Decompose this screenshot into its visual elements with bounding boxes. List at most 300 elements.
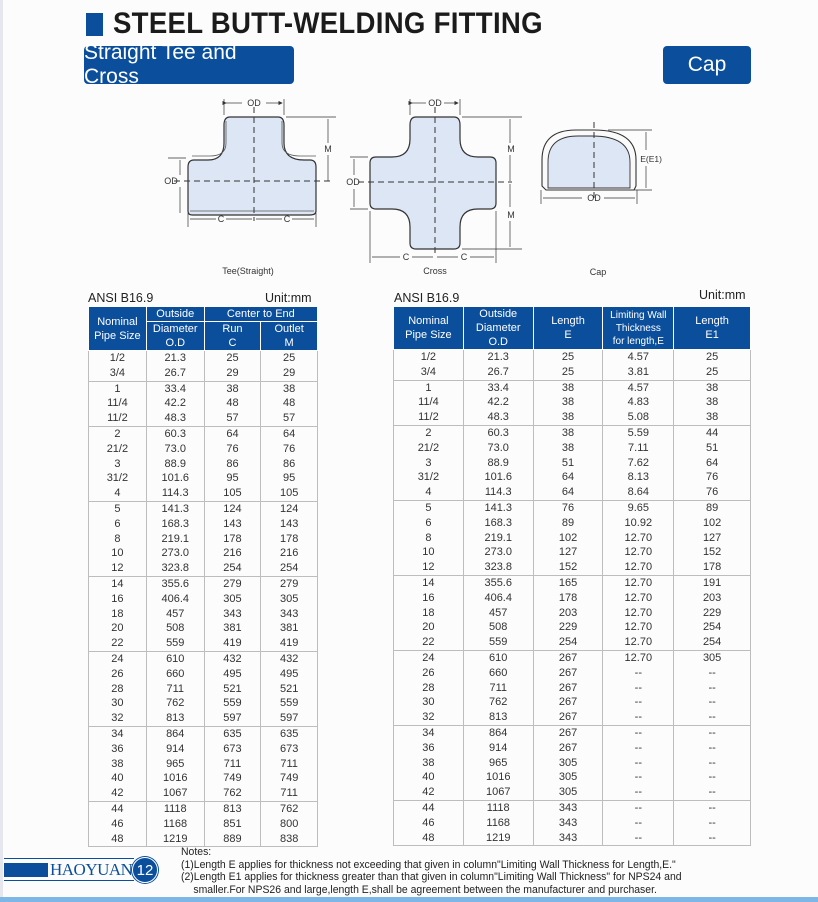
cell-length-e: 305: [533, 756, 603, 771]
cell-length-e1: 38: [674, 380, 751, 395]
header-outside-diameter: Diameter O.D: [146, 322, 204, 351]
logo-rule-bottom: [4, 880, 134, 881]
cell-outlet-m: 559: [261, 696, 318, 711]
cell-outlet-m: 635: [261, 726, 318, 741]
cell-nps: 22: [394, 635, 464, 650]
table-row: [394, 770, 751, 785]
cell-limiting-wall: --: [603, 816, 674, 831]
cell-od: 1219: [146, 832, 204, 847]
cell-od: 813: [463, 710, 533, 725]
table-row: [89, 426, 318, 441]
cell-length-e1: --: [674, 756, 751, 771]
tee-m-label: M: [324, 144, 332, 154]
cell-outlet-m: 495: [261, 667, 318, 682]
cell-od: 1016: [146, 771, 204, 786]
cell-outlet-m: 711: [261, 786, 318, 801]
cell-limiting-wall: 12.70: [603, 591, 674, 606]
cell-length-e1: 191: [674, 575, 751, 590]
table-row: [89, 786, 318, 801]
cell-limiting-wall: 8.13: [603, 470, 674, 485]
cell-run-c: 254: [204, 561, 261, 576]
table-row: [89, 742, 318, 757]
cell-od: 26.7: [146, 366, 204, 381]
cell-outlet-m: 838: [261, 832, 318, 847]
cell-length-e: 267: [533, 725, 603, 740]
cell-od: 406.4: [463, 591, 533, 606]
cell-length-e1: --: [674, 816, 751, 831]
cell-length-e: 267: [533, 681, 603, 696]
cell-limiting-wall: 7.11: [603, 441, 674, 456]
cell-length-e1: --: [674, 785, 751, 800]
cell-od: 48.3: [146, 411, 204, 426]
cell-run-c: 762: [204, 786, 261, 801]
cell-length-e1: 25: [674, 365, 751, 380]
cell-od: 711: [146, 682, 204, 697]
cell-nps: 18: [89, 607, 147, 622]
table-row: [89, 711, 318, 726]
cell-nps: 48: [394, 831, 464, 846]
table-row: [89, 771, 318, 786]
cell-outlet-m: 279: [261, 576, 318, 591]
table-row: [394, 831, 751, 846]
cell-nps: 11/4: [89, 396, 147, 411]
cell-od: 660: [146, 667, 204, 682]
cell-length-e1: 178: [674, 560, 751, 575]
cell-nps: 12: [89, 561, 147, 576]
cell-nps: 1/2: [394, 350, 464, 365]
cell-length-e: 203: [533, 606, 603, 621]
cell-od: 610: [463, 650, 533, 665]
cell-od: 914: [146, 742, 204, 757]
cell-od: 88.9: [463, 456, 533, 471]
cell-nps: 1: [89, 381, 147, 396]
cell-od: 48.3: [463, 410, 533, 425]
note-1: (1)Length E applies for thickness not exceeding that given in column"Limiting Wall Thickness for Length,E.": [181, 858, 676, 871]
cap-table-unit: Unit:mm: [699, 288, 746, 302]
cell-limiting-wall: 12.70: [603, 560, 674, 575]
cell-limiting-wall: 12.70: [603, 635, 674, 650]
page-header: [86, 8, 580, 40]
table-row: [89, 442, 318, 457]
notes: [181, 846, 751, 896]
cell-nps: 26: [394, 666, 464, 681]
cell-od: 711: [463, 681, 533, 696]
cell-run-c: 889: [204, 832, 261, 847]
cell-outlet-m: 254: [261, 561, 318, 576]
cap-table-standard: ANSI B16.9: [394, 291, 460, 305]
cell-od: 33.4: [146, 381, 204, 396]
cell-length-e: 64: [533, 470, 603, 485]
cap-caption: Cap: [589, 267, 607, 277]
cell-nps: 22: [89, 636, 147, 651]
cell-od: 1168: [146, 817, 204, 832]
cross-diagram: [340, 95, 530, 280]
table-row: [89, 457, 318, 472]
table-row: [394, 516, 751, 531]
cell-outlet-m: 48: [261, 396, 318, 411]
note-2: (2)Length E1 applies for thickness greater than that given in column"Limiting Wall Thickness" for NPS24 and: [181, 871, 682, 883]
cell-run-c: 216: [204, 546, 261, 561]
cell-length-e1: 203: [674, 591, 751, 606]
cell-outlet-m: 105: [261, 486, 318, 501]
cell-length-e1: 152: [674, 545, 751, 560]
cell-length-e: 343: [533, 831, 603, 846]
cell-limiting-wall: 8.64: [603, 485, 674, 500]
cell-od: 219.1: [146, 532, 204, 547]
cell-outlet-m: 343: [261, 607, 318, 622]
cap-dimension-table: [393, 306, 751, 846]
page-title: STEEL BUTT-WELDING FITTING: [113, 7, 543, 40]
cell-run-c: 851: [204, 817, 261, 832]
table-row: [394, 485, 751, 500]
cell-outlet-m: 95: [261, 471, 318, 486]
header-outside-diameter: Outside Diameter O.D: [463, 307, 533, 350]
cell-od: 114.3: [146, 486, 204, 501]
cell-nps: 6: [89, 517, 147, 532]
cell-length-e: 267: [533, 710, 603, 725]
cell-limiting-wall: --: [603, 710, 674, 725]
cell-od: 323.8: [146, 561, 204, 576]
cell-nps: 10: [89, 546, 147, 561]
cell-length-e1: --: [674, 666, 751, 681]
cell-limiting-wall: --: [603, 770, 674, 785]
cell-length-e: 267: [533, 741, 603, 756]
cell-limiting-wall: --: [603, 831, 674, 846]
cell-od: 1118: [146, 801, 204, 816]
cell-od: 26.7: [463, 365, 533, 380]
cell-od: 168.3: [146, 517, 204, 532]
cell-limiting-wall: 4.83: [603, 395, 674, 410]
cell-od: 813: [146, 711, 204, 726]
table-row: [394, 695, 751, 710]
cell-length-e1: 76: [674, 485, 751, 500]
cell-limiting-wall: 10.92: [603, 516, 674, 531]
cell-length-e1: 229: [674, 606, 751, 621]
cross-caption: Cross: [423, 266, 447, 276]
cell-nps: 21/2: [89, 442, 147, 457]
cell-run-c: 143: [204, 517, 261, 532]
cell-length-e: 165: [533, 575, 603, 590]
cell-limiting-wall: 12.70: [603, 650, 674, 665]
cell-nps: 40: [394, 770, 464, 785]
cell-nps: 44: [89, 801, 147, 816]
cross-c-right-label: C: [460, 252, 468, 262]
cell-length-e: 38: [533, 380, 603, 395]
table-row: [394, 710, 751, 725]
cell-od: 1168: [463, 816, 533, 831]
cell-run-c: 381: [204, 621, 261, 636]
cell-run-c: 432: [204, 651, 261, 666]
cell-length-e1: 89: [674, 500, 751, 515]
cell-run-c: 29: [204, 366, 261, 381]
cell-outlet-m: 673: [261, 742, 318, 757]
cell-run-c: 521: [204, 682, 261, 697]
cell-od: 1118: [463, 800, 533, 815]
tee-od-side-label: OD: [164, 176, 178, 186]
cell-limiting-wall: 12.70: [603, 606, 674, 621]
cell-length-e: 267: [533, 695, 603, 710]
cell-length-e: 305: [533, 785, 603, 800]
cell-od: 323.8: [463, 560, 533, 575]
cell-od: 114.3: [463, 485, 533, 500]
cell-length-e: 267: [533, 666, 603, 681]
header-run-c: Run C: [204, 322, 261, 351]
table-row: [394, 456, 751, 471]
cell-length-e: 267: [533, 650, 603, 665]
header-limiting-wall-thickness: Limiting Wall Thickness for length,E: [603, 307, 674, 350]
cross-od-top-label: OD: [428, 98, 442, 108]
cell-limiting-wall: --: [603, 725, 674, 740]
cell-length-e1: 254: [674, 635, 751, 650]
table-row: [394, 500, 751, 515]
cross-m-top-label: M: [507, 144, 515, 154]
cell-length-e: 51: [533, 456, 603, 471]
cell-od: 559: [146, 636, 204, 651]
cell-length-e: 25: [533, 350, 603, 365]
cross-c-left-label: C: [402, 252, 410, 262]
tee-od-top-label: OD: [247, 98, 261, 108]
cell-outlet-m: 29: [261, 366, 318, 381]
cell-length-e: 38: [533, 425, 603, 440]
table-row: [89, 682, 318, 697]
cell-nps: 11/2: [394, 410, 464, 425]
cell-od: 1067: [146, 786, 204, 801]
cell-limiting-wall: 4.57: [603, 380, 674, 395]
cell-nps: 24: [394, 650, 464, 665]
cell-outlet-m: 749: [261, 771, 318, 786]
title-square-icon: [86, 13, 103, 36]
cell-run-c: 38: [204, 381, 261, 396]
cell-od: 914: [463, 741, 533, 756]
cell-limiting-wall: 4.57: [603, 350, 674, 365]
cell-limiting-wall: 3.81: [603, 365, 674, 380]
cell-nps: 1/2: [89, 351, 147, 366]
cell-length-e1: 305: [674, 650, 751, 665]
cell-length-e1: 38: [674, 395, 751, 410]
cell-od: 762: [146, 696, 204, 711]
cell-outlet-m: 124: [261, 501, 318, 516]
cell-length-e1: --: [674, 725, 751, 740]
cell-run-c: 343: [204, 607, 261, 622]
cell-run-c: 711: [204, 757, 261, 772]
header-center-to-end: Center to End: [204, 307, 317, 322]
cell-outlet-m: 64: [261, 426, 318, 441]
cell-nps: 3/4: [394, 365, 464, 380]
cell-length-e: 38: [533, 441, 603, 456]
table-row: [89, 517, 318, 532]
table-row: [89, 396, 318, 411]
cell-run-c: 597: [204, 711, 261, 726]
cell-nps: 40: [89, 771, 147, 786]
cell-od: 965: [463, 756, 533, 771]
table-row: [394, 681, 751, 696]
cross-m-bottom-label: M: [507, 210, 515, 220]
table-row: [89, 486, 318, 501]
table-row: [89, 592, 318, 607]
cell-od: 42.2: [463, 395, 533, 410]
cell-nps: 8: [394, 531, 464, 546]
table-row: [394, 591, 751, 606]
table-row: [394, 666, 751, 681]
cell-length-e1: --: [674, 710, 751, 725]
header-outlet-m: Outlet M: [261, 322, 318, 351]
cell-run-c: 813: [204, 801, 261, 816]
table-row: [89, 411, 318, 426]
table-row: [89, 532, 318, 547]
note-2-continued: smaller.For NPS26 and large,length E,shall be agreement between the manufacturer and purchaser.: [193, 883, 657, 896]
table-row: [394, 395, 751, 410]
cell-outlet-m: 76: [261, 442, 318, 457]
table-row: [89, 576, 318, 591]
cell-nps: 16: [394, 591, 464, 606]
cell-length-e: 343: [533, 800, 603, 815]
cell-length-e: 229: [533, 620, 603, 635]
table-row: [89, 607, 318, 622]
cell-nps: 21/2: [394, 441, 464, 456]
cell-nps: 11/2: [89, 411, 147, 426]
cell-outlet-m: 800: [261, 817, 318, 832]
cell-length-e1: 38: [674, 410, 751, 425]
table-row: [394, 531, 751, 546]
cell-outlet-m: 57: [261, 411, 318, 426]
cell-nps: 46: [394, 816, 464, 831]
cell-limiting-wall: --: [603, 666, 674, 681]
cell-nps: 6: [394, 516, 464, 531]
cell-run-c: 419: [204, 636, 261, 651]
table-row: [89, 366, 318, 381]
table-row: [89, 696, 318, 711]
cell-run-c: 86: [204, 457, 261, 472]
cell-od: 406.4: [146, 592, 204, 607]
table-row: [394, 470, 751, 485]
cell-od: 762: [463, 695, 533, 710]
table-row: [89, 351, 318, 366]
cell-length-e1: 64: [674, 456, 751, 471]
table-row: [394, 785, 751, 800]
cell-nps: 3: [89, 457, 147, 472]
cell-outlet-m: 762: [261, 801, 318, 816]
table-row: [394, 756, 751, 771]
cell-limiting-wall: --: [603, 695, 674, 710]
cell-outlet-m: 38: [261, 381, 318, 396]
cap-e-label: E(E1): [640, 154, 662, 164]
page-bottom-bar: [0, 897, 818, 902]
table-row: [394, 816, 751, 831]
cell-nps: 4: [89, 486, 147, 501]
cell-nps: 18: [394, 606, 464, 621]
cell-od: 457: [463, 606, 533, 621]
cell-nps: 12: [394, 560, 464, 575]
cell-od: 73.0: [146, 442, 204, 457]
cell-od: 21.3: [463, 350, 533, 365]
cell-length-e: 76: [533, 500, 603, 515]
cell-od: 864: [463, 725, 533, 740]
table-row: [89, 726, 318, 741]
tee-c-left-label: C: [217, 214, 225, 224]
cell-od: 1016: [463, 770, 533, 785]
cell-length-e: 152: [533, 560, 603, 575]
header-nominal-pipe-size: Nominal Pipe Size: [89, 307, 147, 351]
cell-nps: 20: [394, 620, 464, 635]
cap-od-label: OD: [587, 193, 601, 203]
cell-outlet-m: 432: [261, 651, 318, 666]
table-row: [89, 501, 318, 516]
header-nominal-pipe-size: Nominal Pipe Size: [394, 307, 464, 350]
table-row: [89, 621, 318, 636]
cell-nps: 38: [394, 756, 464, 771]
table-row: [89, 561, 318, 576]
table-row: [394, 650, 751, 665]
cell-od: 610: [146, 651, 204, 666]
cell-length-e1: 102: [674, 516, 751, 531]
cell-nps: 31/2: [89, 471, 147, 486]
cell-outlet-m: 305: [261, 592, 318, 607]
cell-outlet-m: 521: [261, 682, 318, 697]
cell-nps: 32: [394, 710, 464, 725]
cell-nps: 36: [89, 742, 147, 757]
cell-nps: 2: [89, 426, 147, 441]
cell-run-c: 635: [204, 726, 261, 741]
cell-od: 141.3: [146, 501, 204, 516]
cell-nps: 38: [89, 757, 147, 772]
cell-nps: 24: [89, 651, 147, 666]
cell-run-c: 57: [204, 411, 261, 426]
cell-od: 60.3: [463, 425, 533, 440]
cell-od: 864: [146, 726, 204, 741]
table-row: [394, 350, 751, 365]
cell-length-e1: 44: [674, 425, 751, 440]
tee-table-unit: Unit:mm: [265, 291, 312, 305]
cell-outlet-m: 25: [261, 351, 318, 366]
cell-run-c: 25: [204, 351, 261, 366]
cell-length-e: 127: [533, 545, 603, 560]
cell-length-e1: --: [674, 741, 751, 756]
tee-diagram: [160, 95, 335, 280]
cell-run-c: 559: [204, 696, 261, 711]
cell-nps: 14: [394, 575, 464, 590]
tee-c-right-label: C: [283, 214, 291, 224]
header-outside-diameter-line1: Outside: [146, 307, 204, 322]
section-tab-cap[interactable]: Cap: [663, 46, 751, 84]
cross-od-side-label: OD: [346, 177, 360, 187]
table-row: [89, 651, 318, 666]
table-row: [394, 380, 751, 395]
cap-diagram: [538, 120, 662, 280]
cell-limiting-wall: --: [603, 756, 674, 771]
cell-od: 273.0: [463, 545, 533, 560]
cell-outlet-m: 419: [261, 636, 318, 651]
table-row: [394, 441, 751, 456]
cell-length-e1: 51: [674, 441, 751, 456]
cell-od: 168.3: [463, 516, 533, 531]
cell-nps: 8: [89, 532, 147, 547]
cell-nps: 34: [394, 725, 464, 740]
cell-length-e: 64: [533, 485, 603, 500]
cell-length-e: 343: [533, 816, 603, 831]
tee-body: [188, 117, 316, 215]
cell-length-e: 25: [533, 365, 603, 380]
cell-nps: 20: [89, 621, 147, 636]
table-row: [394, 620, 751, 635]
cell-run-c: 76: [204, 442, 261, 457]
cell-nps: 28: [89, 682, 147, 697]
logo-bar: [4, 863, 48, 877]
cell-nps: 32: [89, 711, 147, 726]
cell-limiting-wall: 12.70: [603, 545, 674, 560]
section-tab-tee-cross[interactable]: Straight Tee and Cross: [84, 46, 294, 84]
cell-run-c: 495: [204, 667, 261, 682]
cell-nps: 36: [394, 741, 464, 756]
